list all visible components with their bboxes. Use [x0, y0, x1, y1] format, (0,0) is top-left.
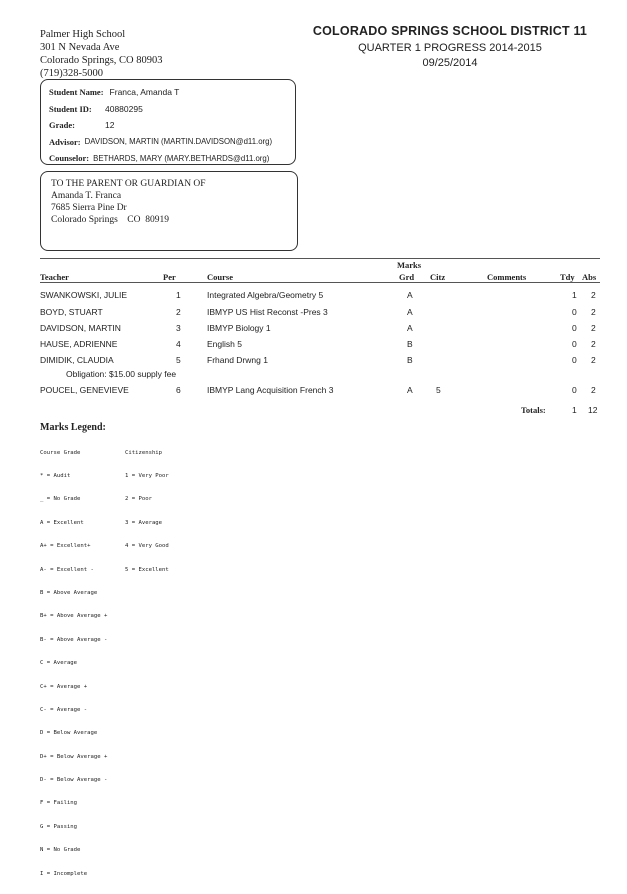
district-header [300, 24, 600, 69]
mailing-line1: TO THE PARENT OR GUARDIAN OF [51, 179, 206, 189]
counselor-value: BETHARDS, MARY (MARY.BETHARDS@d11.org) [93, 153, 270, 163]
legend-item: C- = Average - [40, 706, 88, 713]
student-info-box [40, 79, 296, 165]
row-grade: A [407, 307, 413, 317]
abs-header: Abs [582, 272, 597, 282]
grade-row [49, 117, 287, 134]
obligation-note: Obligation: $15.00 supply fee [66, 369, 177, 379]
totals-absences: 12 [588, 405, 598, 415]
legend-item: D- = Below Average - [40, 777, 108, 784]
table-header-rule [40, 282, 600, 283]
row-teacher: POUCEL, GENEVIEVE [40, 385, 129, 395]
row-course: IBMYP US Hist Reconst -Pres 3 [207, 307, 328, 317]
legend-item: G = Passing [40, 823, 78, 830]
school-name: Palmer High School [40, 29, 126, 40]
course-grade-header: Course Grade [40, 449, 81, 456]
advisor-row [49, 134, 287, 151]
tdy-header: Tdy [560, 272, 575, 282]
row-course: IBMYP Biology 1 [207, 323, 271, 333]
legend-item: D+ = Below Average + [40, 753, 108, 760]
row-tardy: 0 [572, 323, 577, 333]
legend-item: A- = Excellent - [40, 566, 94, 573]
legend-item: B+ = Above Average + [40, 613, 108, 620]
legend-item: * = Audit [40, 472, 71, 479]
row-teacher: HAUSE, ADRIENNE [40, 339, 118, 349]
row-absences: 2 [591, 339, 596, 349]
per-header: Per [163, 272, 176, 282]
row-period: 1 [176, 290, 181, 300]
grd-header: Grd [399, 272, 415, 282]
legend-item: B- = Above Average - [40, 636, 108, 643]
mailing-line3: 7685 Sierra Pine Dr [51, 203, 127, 213]
advisor-label: Advisor: [49, 136, 81, 147]
row-grade: A [407, 385, 413, 395]
row-grade: B [407, 339, 413, 349]
row-teacher: SWANKOWSKI, JULIE [40, 290, 128, 300]
district-title: COLORADO SPRINGS SCHOOL DISTRICT 11 [312, 24, 588, 38]
student-id-row [49, 101, 287, 118]
row-absences: 2 [591, 385, 596, 395]
row-citizenship: 5 [436, 385, 441, 395]
legend-item: 5 = Excellent [125, 566, 169, 573]
course-grade-legend [40, 434, 125, 894]
totals-label: Totals: [521, 405, 546, 415]
teacher-header: Teacher [40, 272, 69, 282]
legend-item: 3 = Average [125, 519, 163, 526]
student-name-row [49, 84, 287, 101]
student-name: Franca, Amanda T [109, 87, 180, 98]
grade-label: Grade: [49, 120, 75, 131]
citizenship-legend [125, 434, 169, 894]
row-teacher: DIMIDIK, CLAUDIA [40, 355, 114, 365]
marks-legend [40, 422, 169, 894]
school-address [40, 28, 163, 80]
mailing-line2: Amanda T. Franca [51, 191, 122, 201]
legend-item: F = Failing [40, 800, 78, 807]
row-absences: 2 [591, 355, 596, 365]
row-tardy: 0 [572, 385, 577, 395]
legend-item: A+ = Excellent+ [40, 543, 91, 550]
legend-item: B = Above Average [40, 589, 98, 596]
row-course: IBMYP Lang Acquisition French 3 [207, 385, 334, 395]
row-period: 5 [176, 355, 181, 365]
comments-header: Comments [487, 272, 527, 282]
legend-item: 4 = Very Good [125, 543, 169, 550]
row-tardy: 0 [572, 355, 577, 365]
row-period: 4 [176, 339, 181, 349]
student-name-label: Student Name: [49, 87, 104, 98]
student-id: 40880295 [105, 103, 143, 114]
school-address-line2: Colorado Springs, CO 80903 [40, 55, 163, 66]
mailing-line4: Colorado Springs CO 80919 [51, 215, 169, 225]
legend-item: _ = No Grade [40, 496, 81, 503]
row-period: 6 [176, 385, 181, 395]
table-top-rule [40, 258, 600, 259]
row-period: 2 [176, 307, 181, 317]
legend-item: I = Incomplete [40, 870, 88, 877]
advisor-value: DAVIDSON, MARTIN (MARTIN.DAVIDSON@d11.org) [84, 137, 273, 147]
school-phone: (719)328-5000 [40, 68, 103, 79]
row-absences: 2 [591, 290, 596, 300]
mailing-address-box [40, 171, 298, 251]
row-teacher: DAVIDSON, MARTIN [40, 323, 121, 333]
row-tardy: 1 [572, 290, 577, 300]
row-absences: 2 [591, 307, 596, 317]
row-absences: 2 [591, 323, 596, 333]
legend-item: 1 = Very Poor [125, 472, 169, 479]
legend-item: D = Below Average [40, 730, 98, 737]
citz-header: Citz [430, 272, 446, 282]
citizenship-header: Citizenship [125, 449, 163, 456]
row-course: Frhand Drwng 1 [207, 355, 268, 365]
legend-title: Marks Legend: [40, 422, 106, 433]
row-tardy: 0 [572, 307, 577, 317]
counselor-row [49, 150, 287, 167]
totals-tardy: 1 [572, 405, 577, 415]
row-course: English 5 [207, 339, 242, 349]
report-date: 09/25/2014 [422, 57, 478, 69]
grade-value: 12 [105, 120, 115, 131]
row-period: 3 [176, 323, 181, 333]
marks-header: Marks [397, 260, 422, 270]
counselor-label: Counselor: [49, 153, 90, 164]
row-tardy: 0 [572, 339, 577, 349]
row-grade: A [407, 323, 413, 333]
legend-item: 2 = Poor [125, 496, 152, 503]
legend-item: A = Excellent [40, 519, 84, 526]
course-header: Course [207, 272, 233, 282]
row-teacher: BOYD, STUART [40, 307, 103, 317]
row-course: Integrated Algebra/Geometry 5 [207, 290, 324, 300]
report-title: QUARTER 1 PROGRESS 2014-2015 [358, 42, 542, 54]
legend-item: C = Average [40, 660, 78, 667]
school-address-line1: 301 N Nevada Ave [40, 42, 120, 53]
row-grade: A [407, 290, 413, 300]
row-grade: B [407, 355, 413, 365]
legend-item: C+ = Average + [40, 683, 88, 690]
legend-item: N = No Grade [40, 847, 81, 854]
student-id-label: Student ID: [49, 103, 92, 114]
